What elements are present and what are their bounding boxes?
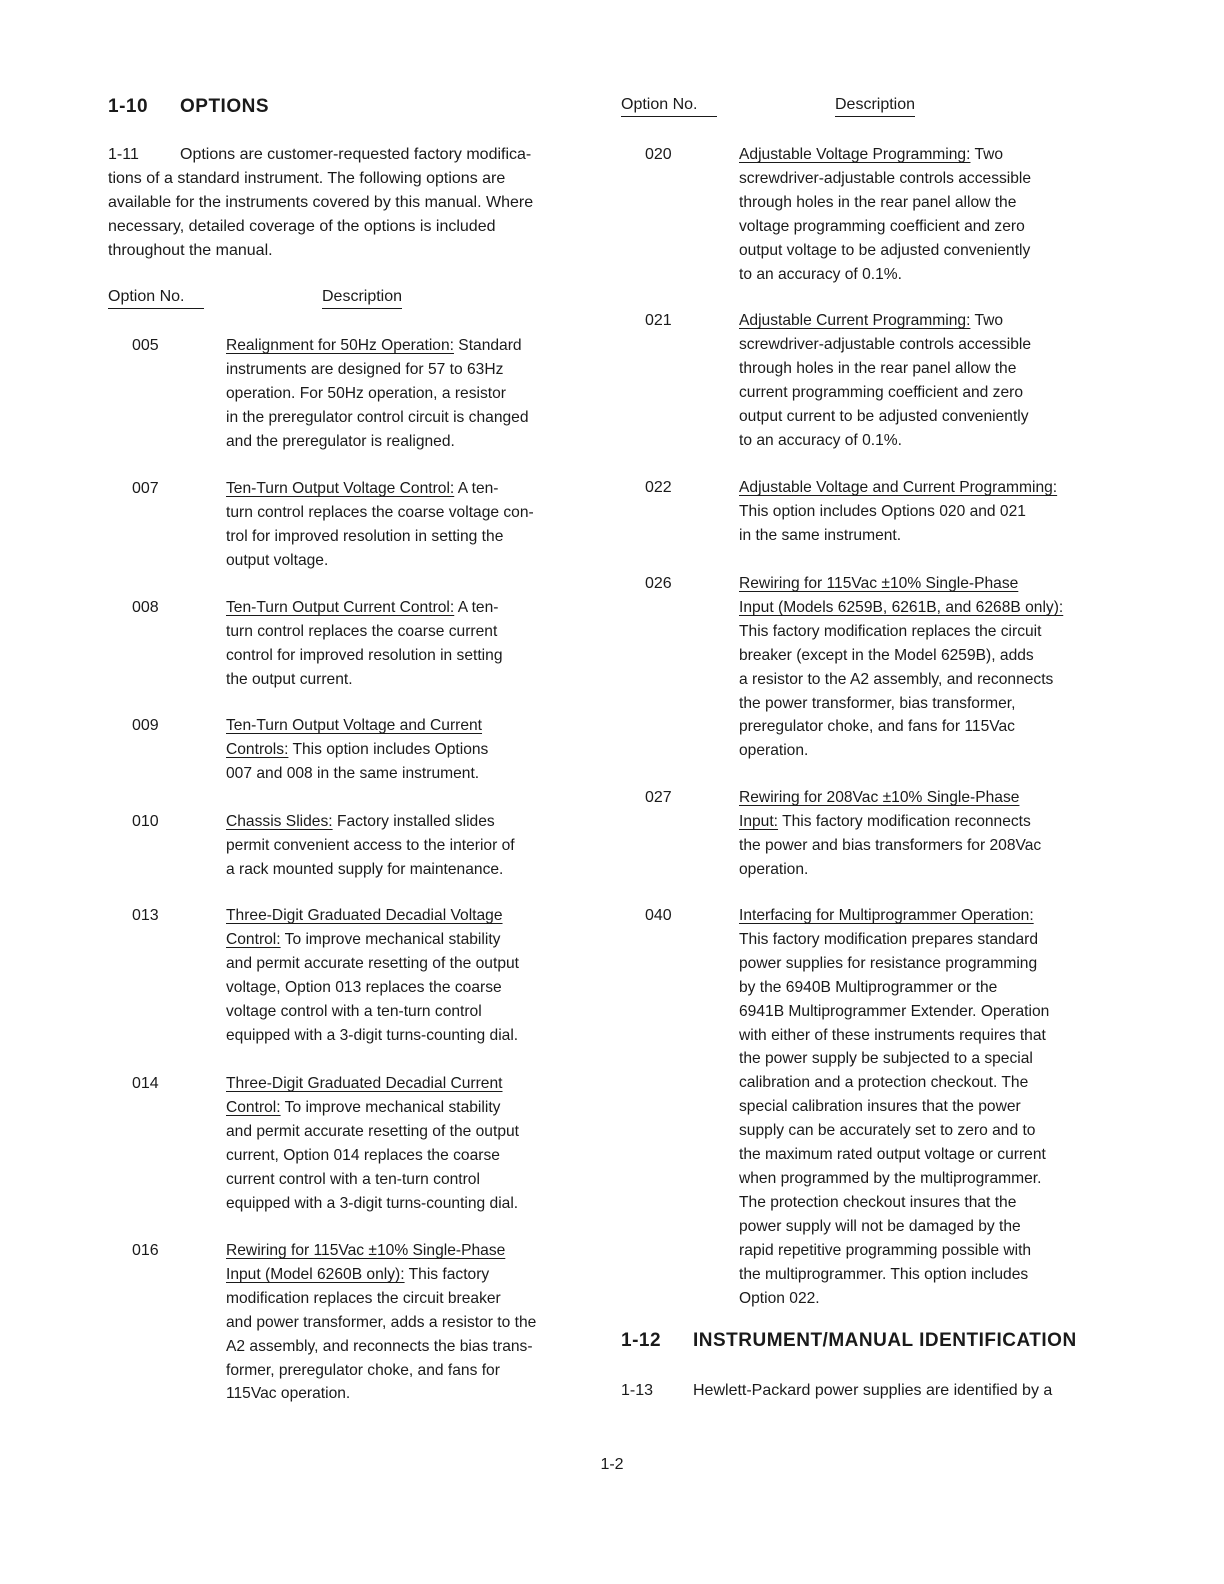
option-body: This factory modification prepares standard power supplies for resistance programming by the 6940B Multiprogrammer or the 6941B Multiprogrammer Extender. Operation with either of these instruments requires that the power supply be subjected to a special calibration and a protection checkout. The special calibration insures that the power supply can be accurately set to zero and to the maximum rated output voltage or current when programmed by the multiprogrammer. The protection checkout insures that the power supply will not be damaged by the rapid repetitive programming possible with the multiprogrammer. This option includes Option 022. xyxy=(739,930,1050,1307)
paragraph-number: 1-13 xyxy=(621,1382,654,1399)
section-heading-identification xyxy=(621,1330,1077,1352)
column-header-description: Description xyxy=(835,96,915,117)
option-number: 009 xyxy=(132,717,159,734)
option-title: Rewiring for 115Vac ±10% Single-Phase Input (Model 6260B only): xyxy=(226,1242,506,1283)
option-number: 021 xyxy=(645,312,672,329)
option-title: Ten-Turn Output Current Control: xyxy=(226,599,455,616)
option-number: 014 xyxy=(132,1075,159,1092)
option-title: Rewiring for 208Vac ±10% Single-Phase Input: xyxy=(739,789,1020,830)
option-title: Interfacing for Multiprogrammer Operation: xyxy=(739,907,1034,924)
paragraph-text: Hewlett-Packard power supplies are identified by a xyxy=(693,1382,1053,1399)
section-title: OPTIONS xyxy=(180,96,270,117)
option-description xyxy=(739,786,1041,882)
option-body: A ten- turn control replaces the coarse current control for improved resolution in setting the output current. xyxy=(226,599,503,688)
option-body: This factory modification replaces the circuit breaker and power transformer, adds a resistor to the A2 assembly, and reconnects the bias trans- former, preregulator choke, and fans for 115Vac operation. xyxy=(226,1265,537,1403)
option-number: 040 xyxy=(645,907,672,924)
option-description xyxy=(226,596,503,692)
section-number: 1-10 xyxy=(108,96,149,117)
column-header-description: Description xyxy=(322,288,402,309)
option-body: To improve mechanical stability and permit accurate resetting of the output current, Option 014 replaces the coarse current control with a ten-turn control equipped with a 3-digit turns-counting dial. xyxy=(226,1098,519,1212)
option-number: 008 xyxy=(132,599,159,616)
option-title: Adjustable Current Programming: xyxy=(739,312,971,329)
option-body: Factory installed slides permit convenient access to the interior of a rack mounted supply for maintenance. xyxy=(226,813,515,878)
option-description xyxy=(226,714,488,786)
option-body: Two screwdriver-adjustable controls accessible through holes in the rear panel allow the current programming coefficient and zero output current to be adjusted conveniently to an accuracy of 0.1%. xyxy=(739,312,1032,449)
option-title: Three-Digit Graduated Decadial Voltage Control: xyxy=(226,907,503,948)
option-title: Adjustable Voltage and Current Programming: xyxy=(739,479,1058,496)
option-number: 010 xyxy=(132,813,159,830)
option-body: This factory modification reconnects the power and bias transformers for 208Vac operation. xyxy=(739,812,1042,878)
option-title: Chassis Slides: xyxy=(226,813,333,830)
option-number: 013 xyxy=(132,907,159,924)
paragraph-number: 1-11 xyxy=(108,146,139,163)
option-number: 020 xyxy=(645,146,672,163)
option-number: 027 xyxy=(645,789,672,806)
option-title: Ten-Turn Output Voltage Control: xyxy=(226,480,455,497)
option-body: To improve mechanical stability and permit accurate resetting of the output voltage, Option 013 replaces the coarse voltage control with a ten-turn control equipped with a 3-digit turns-counting dial. xyxy=(226,930,519,1044)
column-header-option-no: Option No. xyxy=(621,96,717,117)
option-title: Three-Digit Graduated Decadial Current Control: xyxy=(226,1075,503,1116)
identification-paragraph xyxy=(621,1379,1116,1403)
section-heading-options xyxy=(108,96,269,118)
option-description xyxy=(739,476,1057,548)
option-number: 007 xyxy=(132,480,159,497)
option-description xyxy=(739,309,1031,452)
option-number: 016 xyxy=(132,1242,159,1259)
page-number: 1-2 xyxy=(600,1456,624,1473)
section-title: INSTRUMENT/MANUAL IDENTIFICATION xyxy=(693,1330,1077,1351)
intro-paragraph xyxy=(108,143,593,263)
option-description xyxy=(739,572,1063,763)
option-title: Realignment for 50Hz Operation: xyxy=(226,337,454,354)
option-description xyxy=(226,810,515,882)
option-title: Rewiring for 115Vac ±10% Single-Phase Input (Models 6259B, 6261B, and 6268B only): xyxy=(739,575,1064,616)
option-title: Ten-Turn Output Voltage and Current Controls: xyxy=(226,717,483,758)
section-number: 1-12 xyxy=(621,1330,662,1351)
option-body: A ten- turn control replaces the coarse voltage con- trol for improved resolution in setting the output voltage. xyxy=(226,480,534,569)
option-description xyxy=(739,904,1049,1310)
option-number: 026 xyxy=(645,575,672,592)
option-description xyxy=(226,1239,536,1406)
option-body: This option includes Options 020 and 021 in the same instrument. xyxy=(739,502,1026,544)
column-header-option-no: Option No. xyxy=(108,288,204,309)
option-description xyxy=(226,1072,519,1215)
option-description xyxy=(226,904,519,1047)
paragraph-text: Options are customer-requested factory modifica- tions of a standard instrument. The following options are available for the instruments covered by this manual. Where necessary, detailed coverage of the options is included throughout the manual. xyxy=(108,146,534,259)
option-body: This option includes Options 007 and 008 in the same instrument. xyxy=(226,740,489,782)
option-description xyxy=(226,477,534,573)
option-description xyxy=(226,334,529,454)
option-title: Adjustable Voltage Programming: xyxy=(739,146,971,163)
option-body: Two screwdriver-adjustable controls accessible through holes in the rear panel allow the voltage programming coefficient and zero output voltage to be adjusted conveniently to an accuracy of 0.1%. xyxy=(739,146,1032,283)
option-body: Standard instruments are designed for 57 to 63Hz operation. For 50Hz operation, a resistor in the preregulator control circuit is changed and the preregulator is realigned. xyxy=(226,337,529,450)
option-description xyxy=(739,143,1031,286)
option-number: 022 xyxy=(645,479,672,496)
option-number: 005 xyxy=(132,337,159,354)
option-body: This factory modification replaces the circuit breaker (except in the Model 6259B), adds a resistor to the A2 assembly, and reconnects the power transformer, bias transformer, preregulator choke, and fans for 115Vac operation. xyxy=(739,622,1054,760)
